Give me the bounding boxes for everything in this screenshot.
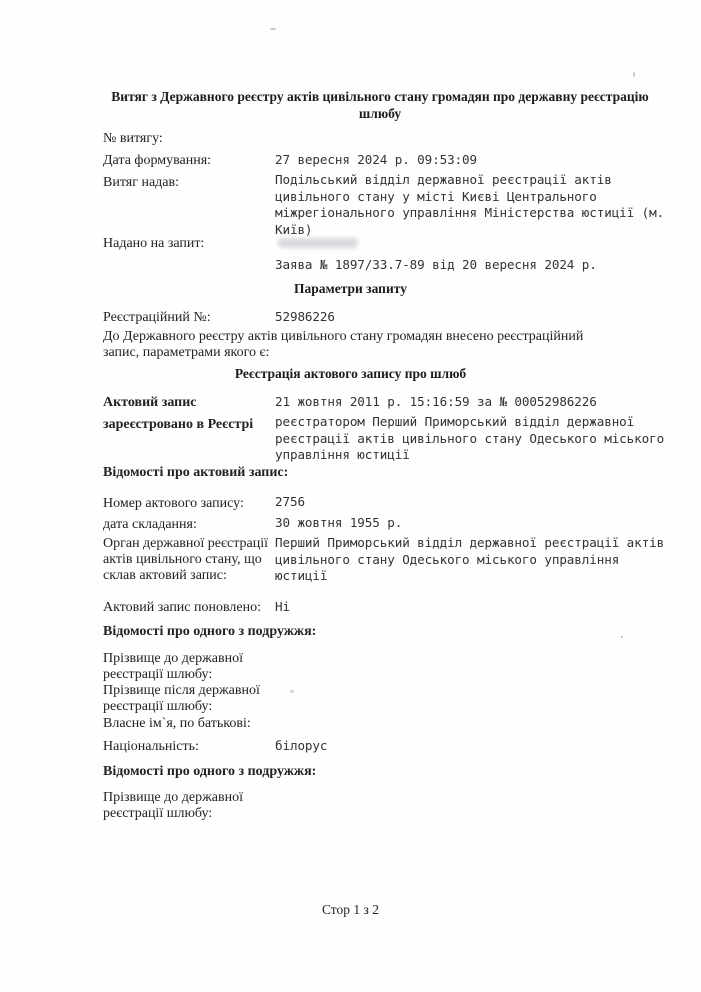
compile-date-label: дата складання: bbox=[103, 517, 197, 532]
request-value: Заява № 1897/33.7-89 від 20 вересня 2024 р. bbox=[275, 257, 597, 272]
registered-value: реєстратором Перший Приморський відділ державної реєстрації актів цивільного стану Одеського міського управління юстиції bbox=[275, 414, 665, 462]
document-title: Витяг з Державного реєстру актів цивільного стану громадян про державну реєстрацію шлюбу bbox=[111, 89, 649, 121]
scan-speck bbox=[270, 28, 276, 30]
record-number-label: Номер актового запису: bbox=[103, 496, 244, 511]
surname-before-label: Прізвище до державної реєстрації шлюбу: bbox=[103, 651, 243, 682]
name-label: Власне ім`я, по батькові: bbox=[103, 716, 251, 731]
spouse2-heading: Відомості про одного з подружжя: bbox=[103, 764, 317, 779]
reg-number-value: 52986226 bbox=[275, 309, 335, 324]
extract-number-label: № витягу: bbox=[103, 131, 163, 146]
reg-number-label: Реєстраційний №: bbox=[103, 310, 211, 325]
spouse1-heading: Відомості про одного з подружжя: bbox=[103, 624, 317, 639]
updated-label: Актовий запис поновлено: bbox=[103, 600, 262, 615]
scan-speck bbox=[633, 72, 635, 77]
registered-label: зареєстровано в Реєстрі bbox=[103, 417, 254, 432]
authority-value: Перший Приморський відділ державної реєстрації актів цивільного стану Одеського міського управління юстиції bbox=[275, 535, 665, 583]
issued-by-label: Витяг надав: bbox=[103, 175, 179, 190]
updated-value: Ні bbox=[275, 599, 290, 614]
scan-speck bbox=[621, 636, 623, 638]
record-number-value: 2756 bbox=[275, 494, 305, 509]
intro-text: До Державного реєстру актів цивільного стану громадян внесено реєстраційний запис, параметрами якого є: bbox=[103, 329, 584, 360]
nationality-label: Національність: bbox=[103, 739, 199, 754]
nationality-value: білорус bbox=[275, 738, 328, 753]
issued-by-value: Подільський відділ державної реєстрації актів цивільного стану у місті Києві Центрального міжрегіонального управління Міністерства юстиції (м. Київ) bbox=[275, 172, 665, 237]
formed-date-value: 27 вересня 2024 р. 09:53:09 bbox=[275, 152, 478, 167]
active-record-value: 21 жовтня 2011 р. 15:16:59 за № 00052986226 bbox=[275, 394, 597, 409]
record-heading: Реєстрація актового запису про шлюб bbox=[234, 366, 467, 381]
scan-speck bbox=[290, 690, 294, 693]
active-record-label: Актовий запис bbox=[103, 395, 197, 410]
surname-after-label: Прізвище після державної реєстрації шлюбу: bbox=[103, 683, 260, 714]
surname-before2-label: Прізвище до державної реєстрації шлюбу: bbox=[103, 790, 243, 821]
compile-date-value: 30 жовтня 1955 р. bbox=[275, 515, 403, 530]
authority-label: Орган державної реєстрації актів цивільного стану, що склав актовий запис: bbox=[103, 536, 268, 583]
redacted-field bbox=[278, 238, 358, 248]
formed-date-label: Дата формування: bbox=[103, 153, 212, 168]
request-label: Надано на запит: bbox=[103, 236, 205, 251]
params-heading: Параметри запиту bbox=[294, 281, 407, 296]
record-info-heading: Відомості про актовий запис: bbox=[103, 465, 289, 480]
page-footer: Стор 1 з 2 bbox=[321, 902, 379, 917]
